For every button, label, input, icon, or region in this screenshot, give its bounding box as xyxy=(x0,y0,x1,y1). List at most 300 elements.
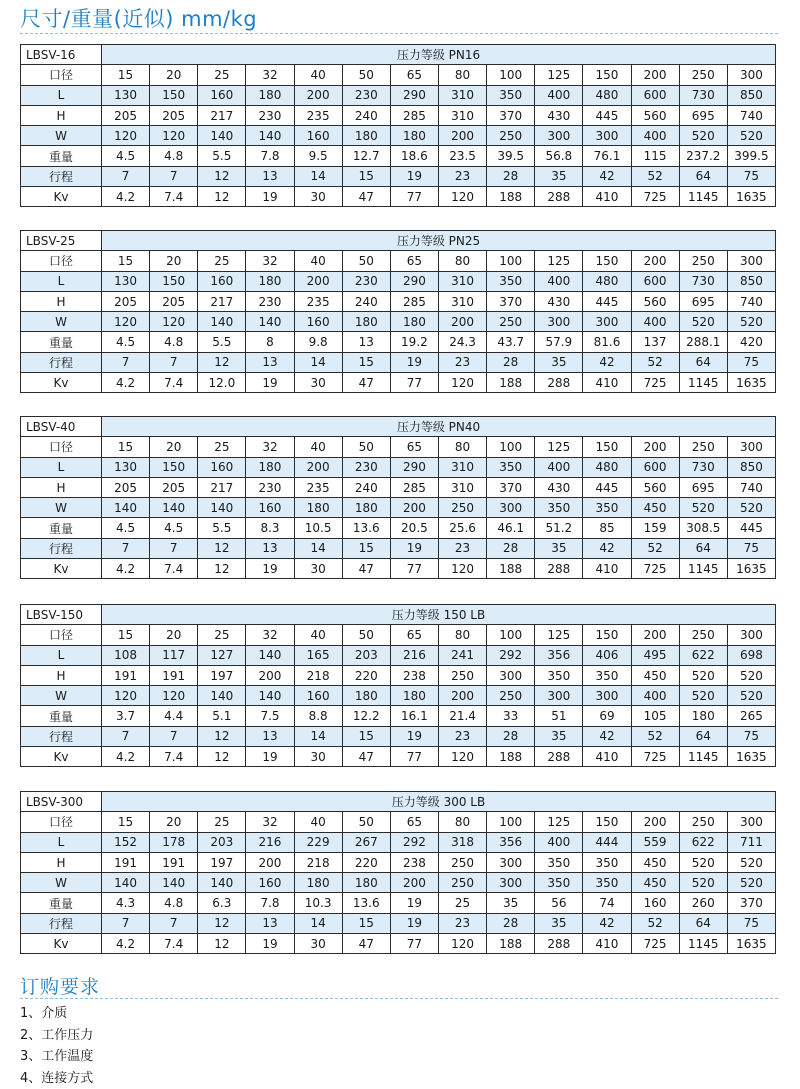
table-cell: 140 xyxy=(246,645,294,665)
table-row xyxy=(21,312,776,332)
model-name: LBSV-150 xyxy=(21,605,102,625)
row-label: 口径 xyxy=(21,251,102,271)
table-cell: 23 xyxy=(438,352,486,372)
table-cell: 77 xyxy=(390,934,438,954)
table-cell: 350 xyxy=(487,457,535,477)
table-cell: 125 xyxy=(535,65,583,85)
table-cell: 152 xyxy=(102,832,150,852)
table-cell: 238 xyxy=(390,665,438,685)
table-cell: 200 xyxy=(631,812,679,832)
table-cell: 4.5 xyxy=(150,518,198,538)
table-cell: 165 xyxy=(294,645,342,665)
table-row xyxy=(21,559,776,579)
table-row xyxy=(21,85,776,105)
table-cell: 200 xyxy=(294,85,342,105)
table-cell: 140 xyxy=(198,312,246,332)
table-cell: 290 xyxy=(390,271,438,291)
spec-table xyxy=(20,416,776,579)
spec-table xyxy=(20,230,776,393)
table-cell: 235 xyxy=(294,291,342,311)
model-name: LBSV-40 xyxy=(21,417,102,437)
table-cell: 7 xyxy=(102,166,150,186)
table-cell: 47 xyxy=(342,934,390,954)
table-cell: 65 xyxy=(390,65,438,85)
table-cell: 15 xyxy=(102,251,150,271)
table-cell: 237.2 xyxy=(679,146,727,166)
table-cell: 35 xyxy=(535,352,583,372)
table-cell: 205 xyxy=(150,477,198,497)
table-cell: 28 xyxy=(487,913,535,933)
table-cell: 310 xyxy=(438,291,486,311)
row-label: 重量 xyxy=(21,518,102,538)
table-cell: 520 xyxy=(679,312,727,332)
table-cell: 30 xyxy=(294,559,342,579)
table-row xyxy=(21,126,776,146)
table-cell: 75 xyxy=(727,352,775,372)
table-cell: 300 xyxy=(727,65,775,85)
table-cell: 25 xyxy=(198,65,246,85)
table-cell: 520 xyxy=(727,498,775,518)
table-cell: 410 xyxy=(583,187,631,207)
table-row xyxy=(21,812,776,832)
table-cell: 216 xyxy=(390,645,438,665)
table-cell: 520 xyxy=(727,852,775,872)
table-cell: 240 xyxy=(342,477,390,497)
table-cell: 15 xyxy=(342,538,390,558)
table-cell: 7 xyxy=(102,352,150,372)
table-cell: 445 xyxy=(727,518,775,538)
table-cell: 250 xyxy=(679,625,727,645)
table-row xyxy=(21,538,776,558)
row-label: 行程 xyxy=(21,913,102,933)
table-cell: 850 xyxy=(727,85,775,105)
table-cell: 160 xyxy=(294,126,342,146)
table-cell: 160 xyxy=(198,85,246,105)
table-cell: 15 xyxy=(102,437,150,457)
table-cell: 290 xyxy=(390,85,438,105)
table-cell: 250 xyxy=(487,312,535,332)
table-cell: 1145 xyxy=(679,747,727,767)
table-cell: 230 xyxy=(246,291,294,311)
row-label: L xyxy=(21,271,102,291)
table-cell: 430 xyxy=(535,105,583,125)
table-cell: 7.4 xyxy=(150,559,198,579)
table-cell: 19.2 xyxy=(390,332,438,352)
row-label: L xyxy=(21,645,102,665)
row-label: W xyxy=(21,498,102,518)
table-cell: 180 xyxy=(342,498,390,518)
table-cell: 217 xyxy=(198,477,246,497)
table-cell: 75 xyxy=(727,166,775,186)
table-cell: 4.5 xyxy=(102,146,150,166)
table-cell: 400 xyxy=(535,457,583,477)
table-cell: 125 xyxy=(535,812,583,832)
table-cell: 250 xyxy=(679,65,727,85)
table-cell: 1145 xyxy=(679,934,727,954)
table-cell: 300 xyxy=(487,852,535,872)
table-cell: 120 xyxy=(102,312,150,332)
table-cell: 80 xyxy=(438,251,486,271)
table-cell: 1145 xyxy=(679,559,727,579)
order-requirements-title: 订购要求 xyxy=(20,972,100,999)
table-cell: 19 xyxy=(390,352,438,372)
table-cell: 250 xyxy=(679,812,727,832)
table-cell: 120 xyxy=(150,126,198,146)
table-cell: 39.5 xyxy=(487,146,535,166)
table-cell: 240 xyxy=(342,105,390,125)
table-cell: 120 xyxy=(438,187,486,207)
table-cell: 300 xyxy=(487,873,535,893)
table-cell: 64 xyxy=(679,166,727,186)
table-cell: 250 xyxy=(438,498,486,518)
table-cell: 200 xyxy=(294,271,342,291)
table-cell: 370 xyxy=(487,477,535,497)
table-cell: 42 xyxy=(583,913,631,933)
row-label: 重量 xyxy=(21,706,102,726)
table-cell: 65 xyxy=(390,251,438,271)
table-cell: 25 xyxy=(198,251,246,271)
table-cell: 725 xyxy=(631,187,679,207)
table-header-row xyxy=(21,45,776,65)
row-label: W xyxy=(21,312,102,332)
table-cell: 150 xyxy=(583,812,631,832)
row-label: Kv xyxy=(21,373,102,393)
table-row xyxy=(21,625,776,645)
table-cell: 205 xyxy=(102,291,150,311)
table-cell: 1635 xyxy=(727,934,775,954)
requirement-item: 2、工作压力 xyxy=(20,1025,93,1047)
table-cell: 520 xyxy=(679,126,727,146)
table-cell: 4.8 xyxy=(150,893,198,913)
table-cell: 15 xyxy=(342,166,390,186)
table-cell: 356 xyxy=(535,645,583,665)
table-cell: 178 xyxy=(150,832,198,852)
table-cell: 238 xyxy=(390,852,438,872)
table-cell: 1635 xyxy=(727,559,775,579)
table-header-row xyxy=(21,417,776,437)
table-cell: 350 xyxy=(535,665,583,685)
table-cell: 203 xyxy=(342,645,390,665)
table-cell: 725 xyxy=(631,747,679,767)
table-cell: 450 xyxy=(631,852,679,872)
table-cell: 560 xyxy=(631,477,679,497)
table-cell: 19 xyxy=(246,559,294,579)
table-cell: 47 xyxy=(342,187,390,207)
table-cell: 350 xyxy=(487,85,535,105)
table-cell: 12 xyxy=(198,559,246,579)
table-cell: 80 xyxy=(438,437,486,457)
table-cell: 13 xyxy=(246,538,294,558)
table-cell: 12 xyxy=(198,352,246,372)
table-cell: 64 xyxy=(679,538,727,558)
row-label: L xyxy=(21,832,102,852)
row-label: Kv xyxy=(21,934,102,954)
table-row xyxy=(21,873,776,893)
table-cell: 218 xyxy=(294,852,342,872)
table-cell: 10.3 xyxy=(294,893,342,913)
table-cell: 140 xyxy=(246,312,294,332)
table-cell: 400 xyxy=(535,85,583,105)
table-cell: 30 xyxy=(294,373,342,393)
table-cell: 197 xyxy=(198,852,246,872)
table-cell: 10.5 xyxy=(294,518,342,538)
row-label: W xyxy=(21,126,102,146)
table-cell: 77 xyxy=(390,559,438,579)
table-cell: 32 xyxy=(246,437,294,457)
table-cell: 410 xyxy=(583,559,631,579)
table-cell: 160 xyxy=(198,457,246,477)
table-cell: 7.8 xyxy=(246,146,294,166)
table-header-row xyxy=(21,605,776,625)
row-label: H xyxy=(21,105,102,125)
table-cell: 265 xyxy=(727,706,775,726)
table-cell: 35 xyxy=(535,726,583,746)
table-cell: 520 xyxy=(727,686,775,706)
table-cell: 230 xyxy=(342,457,390,477)
table-row xyxy=(21,645,776,665)
spec-table xyxy=(20,604,776,767)
table-cell: 50 xyxy=(342,437,390,457)
table-cell: 740 xyxy=(727,105,775,125)
table-cell: 64 xyxy=(679,352,727,372)
table-cell: 160 xyxy=(246,873,294,893)
table-cell: 300 xyxy=(727,812,775,832)
table-cell: 19 xyxy=(246,187,294,207)
table-cell: 200 xyxy=(438,686,486,706)
table-cell: 410 xyxy=(583,373,631,393)
table-cell: 445 xyxy=(583,477,631,497)
row-label: H xyxy=(21,291,102,311)
table-cell: 1635 xyxy=(727,187,775,207)
table-cell: 350 xyxy=(583,665,631,685)
table-cell: 6.3 xyxy=(198,893,246,913)
table-cell: 191 xyxy=(150,852,198,872)
table-cell: 235 xyxy=(294,105,342,125)
table-cell: 13.6 xyxy=(342,893,390,913)
table-cell: 30 xyxy=(294,747,342,767)
row-label: 重量 xyxy=(21,146,102,166)
table-cell: 65 xyxy=(390,812,438,832)
table-cell: 520 xyxy=(679,665,727,685)
table-cell: 20 xyxy=(150,251,198,271)
table-cell: 120 xyxy=(102,126,150,146)
table-cell: 350 xyxy=(583,498,631,518)
table-cell: 260 xyxy=(679,893,727,913)
table-cell: 180 xyxy=(342,126,390,146)
table-cell: 205 xyxy=(150,105,198,125)
table-cell: 4.2 xyxy=(102,187,150,207)
table-row xyxy=(21,747,776,767)
table-cell: 300 xyxy=(487,498,535,518)
table-cell: 160 xyxy=(631,893,679,913)
table-cell: 310 xyxy=(438,477,486,497)
row-label: Kv xyxy=(21,747,102,767)
table-cell: 12 xyxy=(198,187,246,207)
table-cell: 695 xyxy=(679,477,727,497)
table-cell: 480 xyxy=(583,271,631,291)
table-cell: 444 xyxy=(583,832,631,852)
table-cell: 120 xyxy=(438,559,486,579)
table-cell: 42 xyxy=(583,726,631,746)
table-cell: 74 xyxy=(583,893,631,913)
table-cell: 12 xyxy=(198,747,246,767)
table-cell: 120 xyxy=(438,934,486,954)
table-cell: 51 xyxy=(535,706,583,726)
table-cell: 7 xyxy=(102,913,150,933)
table-cell: 4.2 xyxy=(102,747,150,767)
table-cell: 81.6 xyxy=(583,332,631,352)
table-cell: 191 xyxy=(150,665,198,685)
table-cell: 140 xyxy=(150,498,198,518)
table-cell: 7 xyxy=(150,726,198,746)
table-cell: 100 xyxy=(487,251,535,271)
table-cell: 130 xyxy=(102,271,150,291)
table-cell: 140 xyxy=(102,873,150,893)
table-row xyxy=(21,686,776,706)
table-cell: 85 xyxy=(583,518,631,538)
row-label: H xyxy=(21,477,102,497)
table-cell: 75 xyxy=(727,538,775,558)
table-cell: 150 xyxy=(150,271,198,291)
table-cell: 5.1 xyxy=(198,706,246,726)
table-cell: 350 xyxy=(535,873,583,893)
table-cell: 241 xyxy=(438,645,486,665)
table-cell: 370 xyxy=(487,105,535,125)
table-row xyxy=(21,166,776,186)
table-cell: 140 xyxy=(246,126,294,146)
table-cell: 13 xyxy=(342,332,390,352)
table-cell: 8.8 xyxy=(294,706,342,726)
table-cell: 14 xyxy=(294,538,342,558)
table-cell: 80 xyxy=(438,625,486,645)
table-cell: 180 xyxy=(342,873,390,893)
table-cell: 12 xyxy=(198,934,246,954)
row-label: 口径 xyxy=(21,65,102,85)
table-cell: 14 xyxy=(294,352,342,372)
table-cell: 7.8 xyxy=(246,893,294,913)
requirement-item: 4、连接方式 xyxy=(20,1068,93,1089)
table-cell: 25 xyxy=(198,437,246,457)
table-cell: 160 xyxy=(294,686,342,706)
table-cell: 285 xyxy=(390,105,438,125)
table-cell: 180 xyxy=(342,686,390,706)
table-cell: 100 xyxy=(487,625,535,645)
table-cell: 7 xyxy=(102,538,150,558)
table-cell: 230 xyxy=(342,271,390,291)
table-cell: 200 xyxy=(246,665,294,685)
table-row xyxy=(21,271,776,291)
table-cell: 127 xyxy=(198,645,246,665)
table-cell: 520 xyxy=(727,873,775,893)
table-cell: 622 xyxy=(679,645,727,665)
table-cell: 47 xyxy=(342,559,390,579)
table-cell: 5.5 xyxy=(198,332,246,352)
table-cell: 480 xyxy=(583,85,631,105)
table-cell: 1635 xyxy=(727,373,775,393)
table-cell: 19 xyxy=(246,934,294,954)
table-cell: 350 xyxy=(583,852,631,872)
table-cell: 288 xyxy=(535,934,583,954)
table-cell: 140 xyxy=(198,126,246,146)
table-cell: 14 xyxy=(294,913,342,933)
table-cell: 7.4 xyxy=(150,187,198,207)
table-cell: 230 xyxy=(342,85,390,105)
table-cell: 4.8 xyxy=(150,332,198,352)
table-cell: 35 xyxy=(535,913,583,933)
table-cell: 140 xyxy=(150,873,198,893)
row-label: H xyxy=(21,665,102,685)
table-cell: 180 xyxy=(294,873,342,893)
table-cell: 445 xyxy=(583,105,631,125)
table-cell: 520 xyxy=(679,498,727,518)
table-cell: 520 xyxy=(727,312,775,332)
table-cell: 120 xyxy=(438,747,486,767)
table-cell: 14 xyxy=(294,166,342,186)
table-row xyxy=(21,65,776,85)
table-cell: 9.5 xyxy=(294,146,342,166)
table-row xyxy=(21,352,776,372)
table-row xyxy=(21,457,776,477)
table-cell: 130 xyxy=(102,85,150,105)
table-cell: 288 xyxy=(535,747,583,767)
table-cell: 140 xyxy=(198,873,246,893)
table-cell: 188 xyxy=(487,559,535,579)
table-cell: 35 xyxy=(535,538,583,558)
table-cell: 300 xyxy=(535,126,583,146)
table-cell: 200 xyxy=(246,852,294,872)
table-row xyxy=(21,477,776,497)
table-cell: 288 xyxy=(535,559,583,579)
table-cell: 188 xyxy=(487,747,535,767)
table-cell: 300 xyxy=(583,686,631,706)
table-cell: 216 xyxy=(246,832,294,852)
table-cell: 20 xyxy=(150,625,198,645)
table-cell: 52 xyxy=(631,538,679,558)
table-cell: 100 xyxy=(487,437,535,457)
table-cell: 350 xyxy=(583,873,631,893)
table-cell: 80 xyxy=(438,65,486,85)
table-cell: 250 xyxy=(487,686,535,706)
table-cell: 20 xyxy=(150,812,198,832)
table-cell: 288.1 xyxy=(679,332,727,352)
table-cell: 150 xyxy=(583,65,631,85)
table-cell: 20.5 xyxy=(390,518,438,538)
table-cell: 160 xyxy=(198,271,246,291)
table-cell: 188 xyxy=(487,187,535,207)
table-cell: 200 xyxy=(631,625,679,645)
table-cell: 52 xyxy=(631,913,679,933)
table-header-row xyxy=(21,231,776,251)
table-cell: 25 xyxy=(198,812,246,832)
table-cell: 267 xyxy=(342,832,390,852)
table-cell: 24.3 xyxy=(438,332,486,352)
table-cell: 30 xyxy=(294,934,342,954)
table-cell: 137 xyxy=(631,332,679,352)
table-cell: 400 xyxy=(535,832,583,852)
table-cell: 40 xyxy=(294,625,342,645)
table-cell: 218 xyxy=(294,665,342,685)
table-cell: 50 xyxy=(342,625,390,645)
row-label: 行程 xyxy=(21,352,102,372)
table-cell: 480 xyxy=(583,457,631,477)
table-cell: 200 xyxy=(390,498,438,518)
table-cell: 300 xyxy=(487,665,535,685)
table-cell: 117 xyxy=(150,645,198,665)
table-cell: 725 xyxy=(631,934,679,954)
table-cell: 559 xyxy=(631,832,679,852)
table-cell: 180 xyxy=(390,686,438,706)
table-cell: 205 xyxy=(102,105,150,125)
